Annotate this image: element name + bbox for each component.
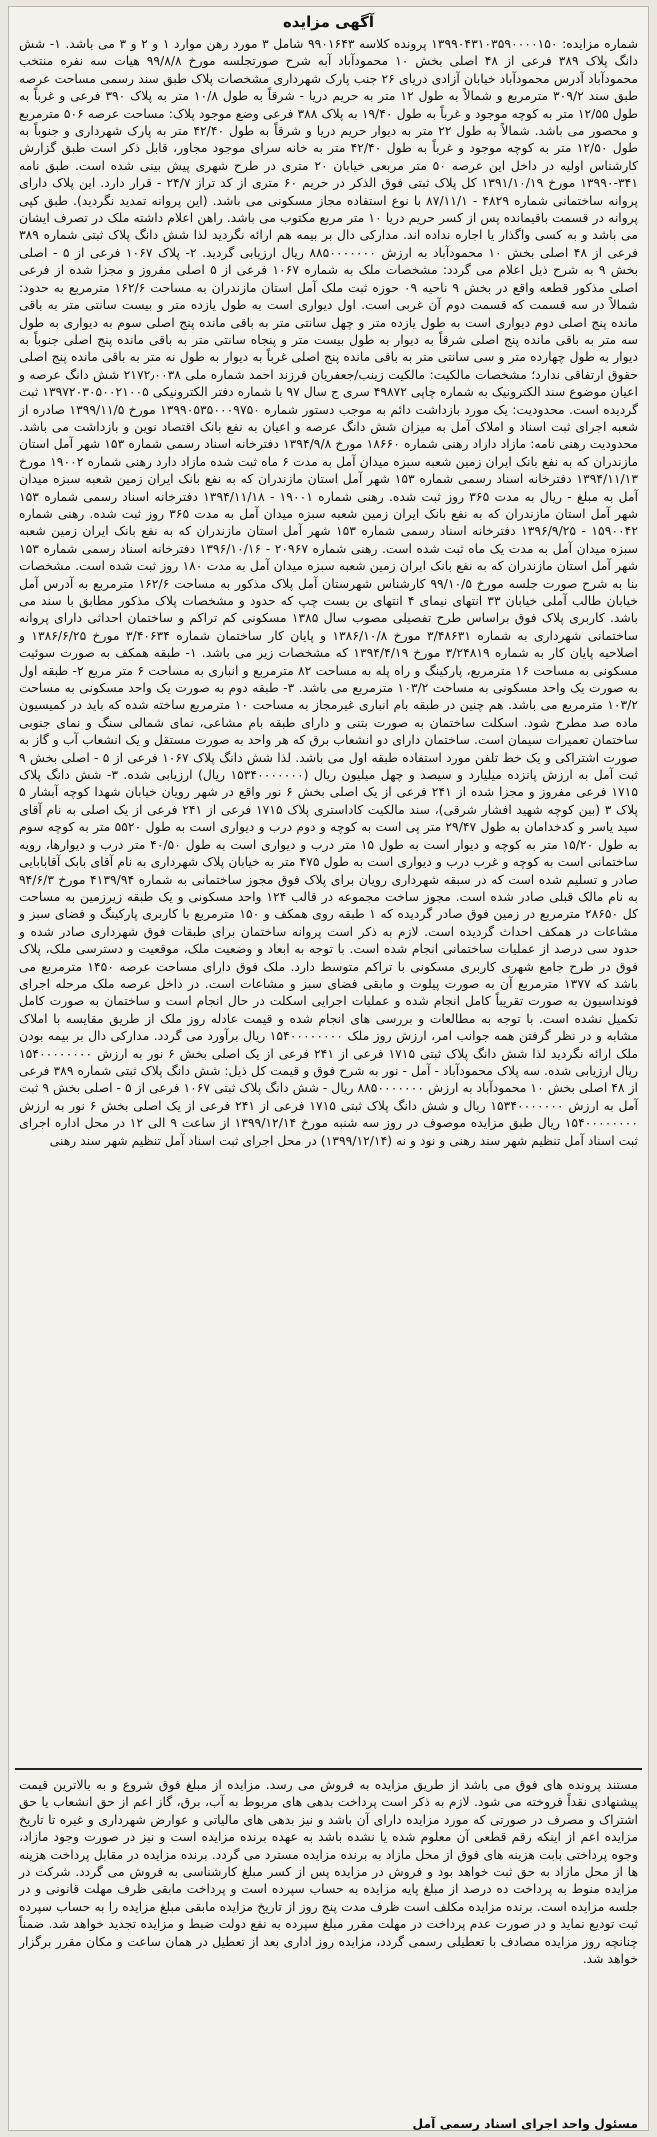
notice-footer: مستند پرونده های فوق می باشد از طریق مزایده به فروش می رسد. مزایده از مبلغ فوق شروع و به بالاترین قیمت پیشنهادی نقداً فروخته می شود. لازم به ذکر است پرداخت بدهی های مربوط به آب، برق، گاز اعم از حق انشعاب یا حق اشتراک و مصرف در صورتی که مورد مزایده دارای آن باشد و نیز بدهی های مالیاتی و عوارض شهرداری و غیره تا تاریخ مزایده اعم از اینکه رقم قطعی آن معلوم شده یا نشده باشد به عهده برنده مزایده است و نیز در صورت وجود مازاد، وجوه پرداختی بابت هزینه های فوق از محل مازاد به برنده مزایده مسترد می گردد. برنده مزایده در مقابل پرداخت هزینه ها از محل مازاد به حق ثبت خواهد بود و فروش در مزایده پس از کسر مبلغ کارشناسی به فروش می گردد. شرکت در مزایده منوط به پرداخت ده درصد از مبلغ پایه مزایده به حساب سپرده است و پرداخت مابقی ظرف مهلت قانونی و در جلسه مزایده است. برنده مزایده مکلف است ظرف مدت پنج روز از تاریخ مزایده مابقی مبلغ مزایده را به حساب سپرده ثبت تودیع نماید و در صورت عدم پرداخت در مهلت مقرر مبلغ سپرده به نفع دولت ضبط و مزایده تجدید خواهد شد. ضمناً چنانچه روز مزایده مصادف با تعطیلی رسمی گردد، مزایده روز اداری بعد از تعطیل در همان ساعت و مکان مقرر برگزار خواهد شد. (19, 1777, 638, 1967)
section-divider (15, 1768, 642, 1770)
newspaper-clipping (8, 6, 649, 2131)
notice-body (9, 35, 648, 1760)
notice-title: آگهی مزایده (282, 13, 375, 31)
notice-paragraph: شماره مزایده: ۱۳۹۹۰۴۳۱۰۳۵۹۰۰۰۰۱۵۰ پرونده کلاسه ۹۹۰۱۶۴۳ شامل ۳ مورد رهن موارد ۱ و ۲ و ۳ می باشد. ۱- شش دانگ پلاک ۳۸۹ فرعی از ۴۸ اصلی بخش ۱۰ محمودآباد آبه شرح صورتجلسه مورخ ۹۹/۸/۸ هیات سه نفره منتخب محمودآباد آدرس محمودآباد خیابان آزادی دریای ۲۶ جنب پارک شهرداری مشخصات پلاک طبق سند رسمی مساحت عرصه طبق سند ۳۰۹/۲ مترمربع و شمالاً به طول ۱۲ متر به حریم دریا - شرقاً به طول ۱۰/۸ متر به پلاک ۳۹۰ فرعی و غرباً به طول ۱۲/۵۵ متر به کوچه موجود و غرباً به طول ۱۹/۴۰ به پلاک ۳۸۸ فرعی وضع موجود پلاک: مساحت عرصه ۵۰۶ مترمربع و محصور می باشد. شمالاً به طول ۲۲ متر به دیوار حریم دریا و شرقاً به طول ۴۲/۴۰ متر به پارک شهرداری و جنوباً به طول ۱۲/۵۰ متر به کوچه موجود و غرباً به طول ۴۲/۴۰ متر به خانه سرای موجود مجاور، قابل ذکر است طبق گزارش کارشناس اولیه در داخل این عرصه ۵۰ متر مربعی خیابان ۲۰ متری در طرح شهری پیش بینی شده است. طبق نامه ۳۴۱-۱۳۹۹۰ مورخ ۱۳۹۱/۱۰/۱۹ کل پلاک ثبتی فوق الذکر در حریم ۶۰ متری از کد تراز ۲۴/۷ - قرار دارد. این پلاک دارای پروانه ساختمانی شماره ۴۸۲۹ - ۸۷/۱۱/۱ با نوع استفاده مجاز مسکونی می باشد. (این پروانه تمدید نگردید). طبق کپی پروانه در قسمت باقیمانده پس از کسر حریم دریا ۱۰ متر مربع مکتوب می باشد. راهن اعلام داشته ملک در تصرف ایشان می باشد و به کسی واگذار یا اجاره نداده اند. مدارکی دال بر بیمه هم ارائه نگردید لذا شش دانگ پلاک ثبتی شماره ۳۸۹ فرعی از ۴۸ اصلی بخش ۱۰ محمودآباد به ارزش ۸۸۵۰۰۰۰۰۰۰ ریال ارزیابی گردید. ۲- پلاک ۱۰۶۷ فرعی از ۵ - اصلی بخش ۹ به شرح ذیل اعلام می گردد: مشخصات ملک به شماره ۱۰۶۷ فرعی از ۵ اصلی مفروز و مجزا شده از فرعی اصلی مذکور قطعه واقع در بخش ۹ ناحیه ۰۹ حوزه ثبت ملک آمل استان مازندران به مساحت ۱۶۲/۶ مترمربع به حدود: شمالاً در سه قسمت که قسمت دوم آن غربی است. اول دیواری است به طول یازده متر و بیست سانتی متر به باقی مانده پنج اصلی دوم دیواری است به طول یازده متر و چهل سانتی متر به باقی مانده پنج اصلی سوم به دیواری به طول سه متر به باقی مانده پنج اصلی شرقاً به دیوار به طول بیست متر و پنجاه سانتی متر به باقی مانده پنج اصلی جنوباً به دیوار به طول چهارده متر و سی سانتی متر به باقی مانده پنج اصلی غرباً به دیوار به طول نه متر به باقی مانده پنج اصلی حقوق ارتفاقی ندارد؛ مشخصات مالکیت: مالکیت زینب/جعفریان فرزند احمد شماره ملی ۲۱۷۲٫۰۰۳۸ شش دانگ عرصه و اعیان موضوع سند الکترونیک به شماره چاپی ۴۹۸۷۲ سری ج سال ۹۷ با شماره دفتر الکترونیکی ۱۳۹۷۲۰۳۰۵۰۰۲۱۰۰۵ ثبت گردیده است. محدودیت: یک مورد بازداشت دائم به موجب دستور شماره ۱۳۹۹۰۵۳۵۰۰۰۹۷۵۰ مورخ ۱۳۹۹/۱۱/۵ صادره از شعبه اجرای ثبت اسناد و املاک آمل به میزان شش دانگ عرصه و اعیان به نفع بانک اقتصاد نوین و بازداشت می باشد. محدودیت رهنی نامه: مازاد داراد رهنی شماره ۱۸۶۶۰ مورخ ۱۳۹۴/۹/۸ دفترخانه اسناد رسمی شماره ۱۵۳ شهر آمل استان مازندران که به نفع بانک ایران زمین شعبه سبزه میدان آمل به مدت ۶ ماه ثبت شده مازاد دارد رهنی شماره ۱۹۰۰۲ مورخ ۱۳۹۴/۱۱/۱۳ دفترخانه اسناد رسمی شماره ۱۵۳ شهر آمل استان مازندران که به نفع بانک ایران زمین شعبه سبزه میدان آمل به مبلغ - ریال به مدت ۳۶۵ روز ثبت شده. رهنی شماره ۱۹۰۰۱ - ۱۳۹۴/۱۱/۱۸ دفترخانه اسناد رسمی شماره ۱۵۳ شهر آمل استان مازندران که به نفع بانک ایران زمین شعبه سبزه میدان آمل به مدت ۳۶۵ روز ثبت شده. رهنی شماره ۱۵۹۰۰۴۲ - ۱۳۹۶/۹/۲۵ دفترخانه اسناد رسمی شماره ۱۵۳ شهر آمل استان مازندران که به نفع بانک ایران زمین شعبه سبزه میدان آمل به مدت یک ماه ثبت شده است. رهنی شماره ۲۰۹۶۷ - ۱۳۹۶/۱۰/۱۶ دفترخانه اسناد رسمی شماره ۱۵۳ شهر آمل استان مازندران که به نفع بانک ایران زمین شعبه سبزه میدان آمل به مدت ۱۸۰ روز ثبت شده است. مشخصات بنا به شرح صورت جلسه مورخ ۹۹/۱۰/۵ کارشناس شهرستان آمل پلاک مذکور به مساحت ۱۶۲/۶ مترمربع به آدرس آمل خیابان طالب آملی خیابان ۳۳ انتهای نیمای ۴ انتهای بن بست چپ که حدود و مشخصات پلاک مذکور مطابق با سند می باشد. کاربری پلاک فوق براساس طرح تفصیلی مصوب سال ۱۳۸۵ مسکونی کم تراکم و ساختمان احداثی دارای پروانه ساختمانی شهرداری به شماره ۳/۴۸۶۳۱ مورخ ۱۳۸۶/۱۰/۸ و پایان کار ساختمان شماره ۳/۴۰۶۳۴ مورخ ۱۳۸۶/۶/۲۵ و اصلاحیه پایان کار به شماره ۳/۲۴۸۱۹ مورخ ۱۳۹۴/۴/۱۹ که مشخصات زیر می باشد. ۱- طبقه همکف به صورت سوئیت مسکونی به مساحت ۱۶ مترمربع، پارکینگ و راه پله به مساحت ۸۲ مترمربع و انباری به مساحت ۶ متر مربع ۲- طبقه اول به صورت یک واحد مسکونی به مساحت ۱۰۳/۲ مترمربع می باشد. ۳- طبقه دوم به صورت یک واحد مسکونی به مساحت ۱۰۳/۲ مترمربع می باشد. هم چنین در طبقه بام انباری غیرمجاز به مساحت ۱۰ مترمربع ساخته شده که باید در کمیسیون ماده صد مطرح شود. اسکلت ساختمان به صورت بتنی و دارای طبقه بام مشاعی، نمای شمالی سنگ و نمای جنوبی ساختمان تعمیرات سیمان است. ساختمان دارای دو انشعاب برق که هر واحد به صورت مستقل و یک انشعاب آب و گاز به صورت اشتراکی و یک خط تلفن مورد استفاده طبقه اول می باشد. لذا شش دانگ پلاک ۱۰۶۷ فرعی از ۵ - اصلی بخش ۹ ثبت آمل به ارزش پانزده میلیارد و سیصد و چهل میلیون ریال (۱۵۳۴۰۰۰۰۰۰۰ ریال) ارزیابی شده. ۳- شش دانگ پلاک ۱۷۱۵ فرعی مفروز و مجزا شده از ۲۴۱ فرعی از یک اصلی بخش ۶ نور واقع در شهر رویان خیابان شهدا کوچه آبشار ۵ پلاک ۳ (بین کوچه شهید افشار شرقی)، سند مالکیت کاداستری پلاک ۱۷۱۵ فرعی از ۲۴۱ فرعی از یک اصلی به نام آقای سید یاسر و کدخدامان به طول ۲۹/۴۷ متر پی است به کوچه و دوم درب و دیواری است به طول ۵۵۲۰ متر به کوچه سوم به طول ۱۵/۲۰ متر به کوچه و دیوار است به طول ۱۵ متر درب و دیواری است به طول ۴۰/۵۰ متر درب و دیوارها، رویه ساختمانی است به کوچه و غرب درب و دیواری است به طول ۴۷۵ متر به خیابان پلاک شهرداری به نام آقای بابک آقابابایی صادر و تسلیم شده است که در سبقه شهرداری رویان برای پلاک فوق مجوز ساختمانی به شماره ۴۱۳۹/۹۴ مورخ ۹۴/۶/۳ به نام مالک قبلی صادر شده است. مجوز ساخت مجموعه در قالب ۱۲۴ واحد مسکونی و یک طبقه زیرزمین به مساحت کل ۲۸۶۵۰ مترمربع در زمین فوق صادر گردیده که ۱ طبقه روی همکف و ۱۵۰ مترمربع با کاربری پارکینگ و فضای سبز و مشاعات در همکف احداث گردیده است. لازم به ذکر است پروانه ساختمان برای طبقات فوق شهرداری صادر شده و حدود سی درصد از عملیات ساختمانی انجام شده است. با توجه به ابعاد و وضعیت ملک، موقعیت و دسترسی ملک، پلاک فوق در طرح جامع شهری کاربری مسکونی با تراکم متوسط دارد. ملک فوق دارای مساحت عرصه ۱۴۵۰ مترمربع می باشد که ۱۳۷۷ مترمربع آن به صورت پیلوت و مابقی فضای سبز و مشاعات است. در داخل عرصه ملک مرحله اجرای فونداسیون به صورت تقریباً کامل انجام شده و عملیات اجرایی اسکلت در حال انجام است و ساختمان به صورت کامل تکمیل نشده است. با توجه به مطالعات و بررسی های انجام شده و قیمت عادله روز ملک از طریق مقایسه با املاک مشابه و در نظر گرفتن همه جوانب امر، ارزش روز ملک ۱۵۴۰۰۰۰۰۰۰۰ ریال برآورد می گردد. مدارکی دال بر بیمه بودن ملک ارائه نگردید لذا شش دانگ پلاک ثبتی ۱۷۱۵ فرعی از ۲۴۱ فرعی از یک اصلی بخش ۶ نور به ارزش ۱۵۴۰۰۰۰۰۰۰۰ ریال ارزیابی شده. سه پلاک محمودآباد - آمل - نور به شرح فوق و قیمت کل ذیل: شش دانگ پلاک ثبتی شماره ۳۸۹ فرعی از ۴۸ اصلی بخش ۱۰ محمودآباد به ارزش ۸۸۵۰۰۰۰۰۰۰ ریال - شش دانگ پلاک ثبتی ۱۰۶۷ فرعی از ۵ - اصلی بخش ۹ ثبت آمل به ارزش ۱۵۳۴۰۰۰۰۰۰۰ ریال و شش دانگ پلاک ثبتی ۱۷۱۵ فرعی از ۲۴۱ فرعی از یک اصلی بخش ۶ نور به ارزش ۱۵۴۰۰۰۰۰۰۰۰ ریال طبق مزایده موصوف در روز سه شنبه مورخ ۱۳۹۹/۱۲/۱۴ از ساعت ۹ الی ۱۲ در محل اداره اجرای ثبت اسناد آمل تنظیم شهر سند رهنی و نود و نه (۱۳۹۹/۱۲/۱۴) در محل اجرای ثبت اسناد آمل تنظیم شهر سند رهنی (19, 36, 639, 1148)
signature-line: مسئول واحد اجرای اسناد رسمی آمل (412, 2116, 638, 2131)
